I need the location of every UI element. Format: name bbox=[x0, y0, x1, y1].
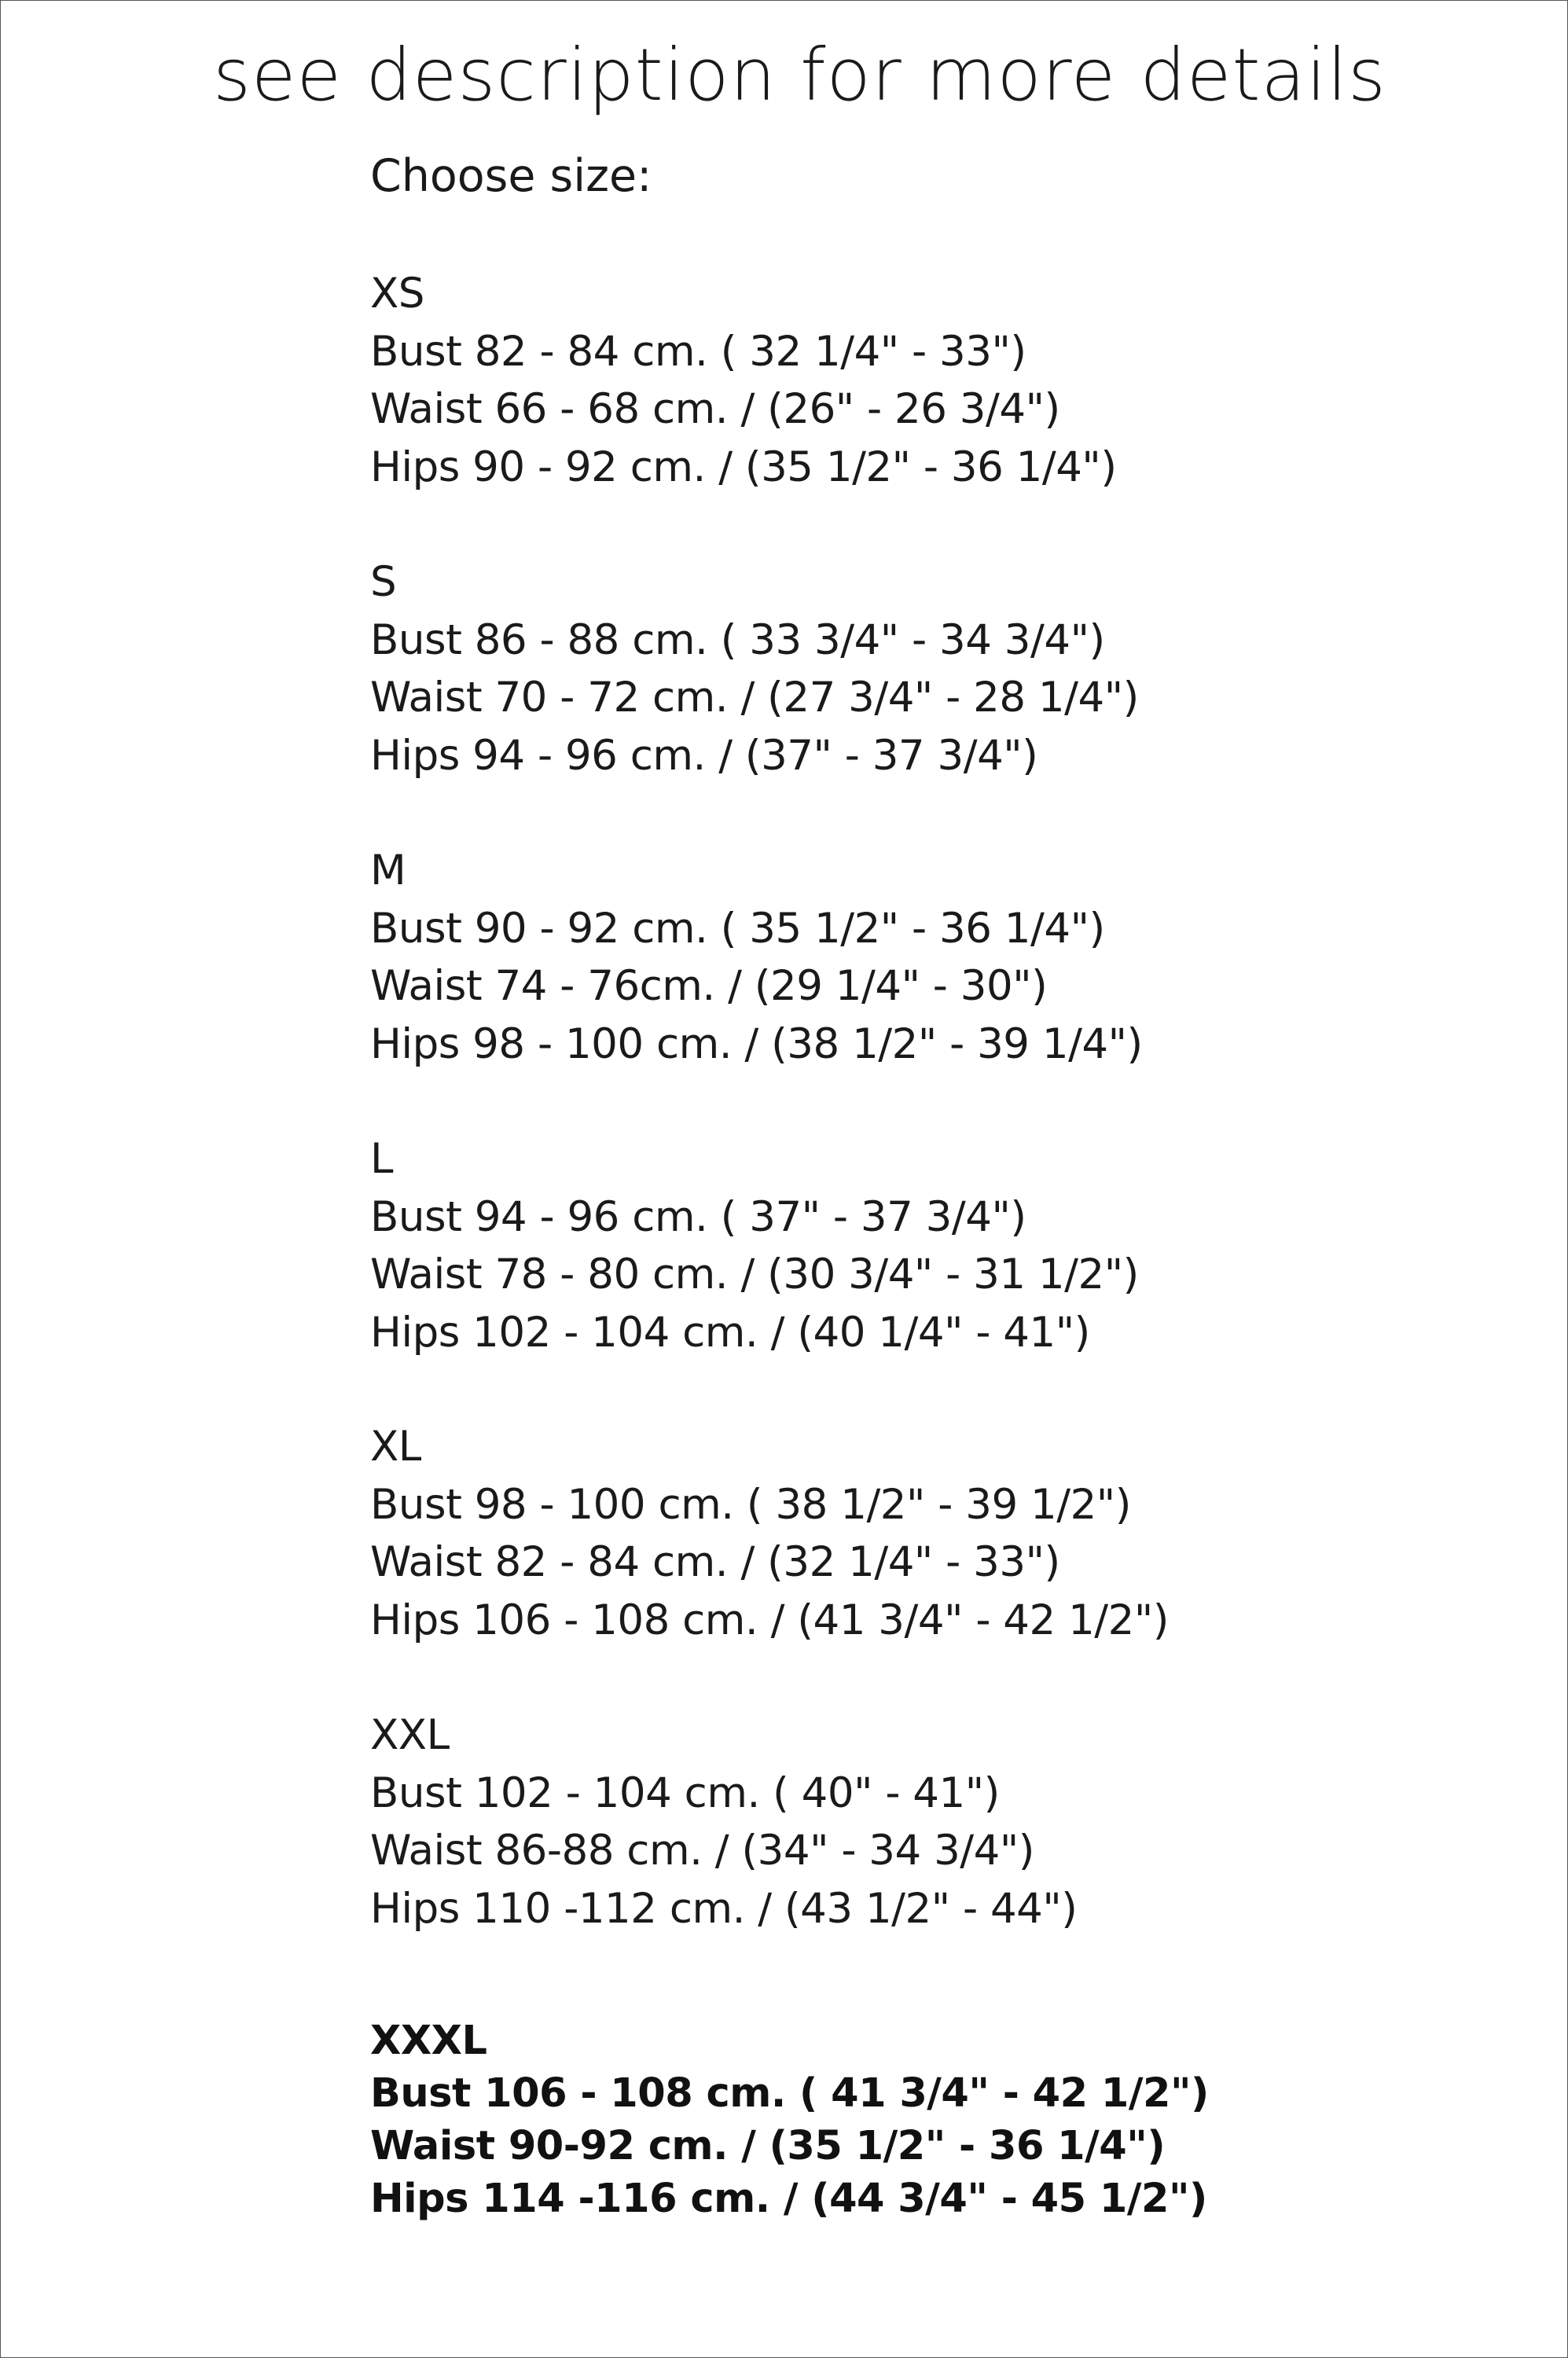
bust-measurement: Bust 90 - 92 cm. ( 35 1/2" - 36 1/4") bbox=[370, 904, 1105, 953]
size-name: XS bbox=[370, 270, 424, 318]
size-block-xs bbox=[370, 265, 1117, 496]
choose-size-label: Choose size: bbox=[370, 150, 652, 202]
waist-measurement: Waist 70 - 72 cm. / (27 3/4" - 28 1/4") bbox=[370, 674, 1139, 722]
size-name: M bbox=[370, 847, 406, 894]
hips-measurement: Hips 98 - 100 cm. / (38 1/2" - 39 1/4") bbox=[370, 1019, 1143, 1068]
waist-measurement: Waist 86-88 cm. / (34" - 34 3/4") bbox=[370, 1827, 1034, 1875]
bust-measurement: Bust 106 - 108 cm. ( 41 3/4" - 42 1/2") bbox=[370, 2070, 1209, 2117]
bust-measurement: Bust 94 - 96 cm. ( 37" - 37 3/4") bbox=[370, 1192, 1026, 1241]
bust-measurement: Bust 82 - 84 cm. ( 32 1/4" - 33") bbox=[370, 327, 1026, 376]
hips-measurement: Hips 90 - 92 cm. / (35 1/2" - 36 1/4") bbox=[370, 443, 1117, 491]
bust-measurement: Bust 102 - 104 cm. ( 40" - 41") bbox=[370, 1768, 1000, 1817]
hips-measurement: Hips 102 - 104 cm. / (40 1/4" - 41") bbox=[370, 1308, 1090, 1357]
hips-measurement: Hips 106 - 108 cm. / (41 3/4" - 42 1/2") bbox=[370, 1596, 1169, 1644]
hips-measurement: Hips 94 - 96 cm. / (37" - 37 3/4") bbox=[370, 731, 1038, 780]
waist-measurement: Waist 78 - 80 cm. / (30 3/4" - 31 1/2") bbox=[370, 1251, 1139, 1298]
size-block-xxl bbox=[370, 1706, 1077, 1937]
size-name: XXXL bbox=[370, 2018, 487, 2064]
hips-measurement: Hips 114 -116 cm. / (44 3/4" - 45 1/2") bbox=[370, 2176, 1207, 2222]
size-block-xl bbox=[370, 1418, 1169, 1649]
hips-measurement: Hips 110 -112 cm. / (43 1/2" - 44") bbox=[370, 1884, 1078, 1933]
size-block-m bbox=[370, 842, 1143, 1073]
size-name: XL bbox=[370, 1423, 421, 1471]
size-block-l bbox=[370, 1130, 1139, 1361]
size-name: XXL bbox=[370, 1711, 450, 1759]
bust-measurement: Bust 86 - 88 cm. ( 33 3/4" - 34 3/4") bbox=[370, 615, 1105, 664]
page-title: see description for more details bbox=[213, 33, 1386, 117]
size-block-xxxl bbox=[370, 2015, 1209, 2225]
size-block-s bbox=[370, 553, 1139, 784]
waist-measurement: Waist 82 - 84 cm. / (32 1/4" - 33") bbox=[370, 1538, 1060, 1586]
waist-measurement: Waist 66 - 68 cm. / (26" - 26 3/4") bbox=[370, 385, 1060, 433]
waist-measurement: Waist 90-92 cm. / (35 1/2" - 36 1/4") bbox=[370, 2123, 1166, 2169]
bust-measurement: Bust 98 - 100 cm. ( 38 1/2" - 39 1/2") bbox=[370, 1480, 1131, 1529]
size-name: S bbox=[370, 558, 397, 606]
size-name: L bbox=[370, 1135, 394, 1183]
waist-measurement: Waist 74 - 76cm. / (29 1/4" - 30") bbox=[370, 962, 1048, 1010]
